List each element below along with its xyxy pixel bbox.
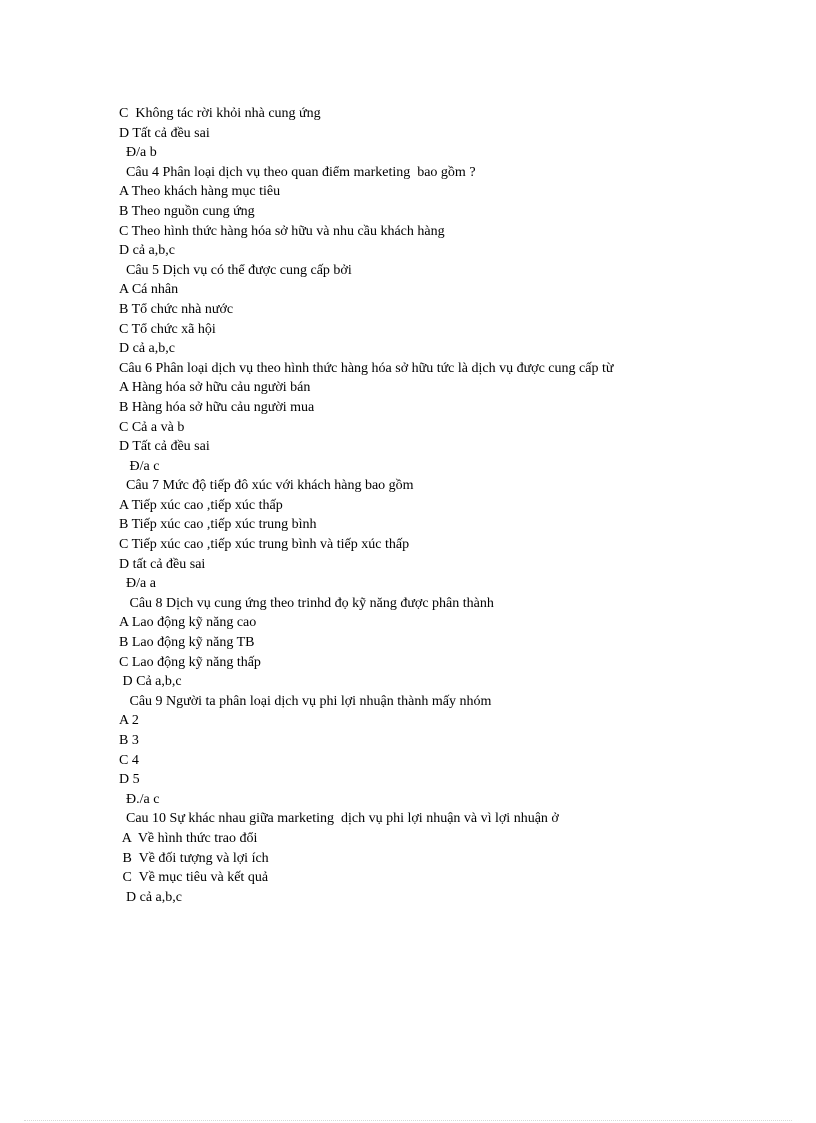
text-line: D cả a,b,c — [119, 243, 175, 259]
text-line: C Tiếp xúc cao ,tiếp xúc trung bình và tiếp xúc thấp — [119, 537, 410, 553]
text-line: Đ./a c — [119, 791, 160, 807]
text-line: C Tổ chức xã hội — [119, 321, 216, 337]
text-line: B Lao động kỹ năng TB — [119, 635, 255, 651]
text-line: Đ/a a — [119, 576, 156, 592]
text-line: C Về mục tiêu và kết quả — [119, 870, 269, 886]
page-bottom-divider — [24, 1120, 792, 1121]
text-line: C Cả a và b — [119, 419, 185, 435]
text-line: C Theo hình thức hàng hóa sở hữu và nhu cầu khách hàng — [119, 223, 445, 239]
text-line: Câu 7 Mức độ tiếp đô xúc với khách hàng bao gồm — [119, 478, 414, 494]
text-line: A Hàng hóa sở hữu cảu người bán — [119, 380, 311, 396]
text-line: Câu 6 Phân loại dịch vụ theo hình thức hàng hóa sở hữu tức là dịch vụ được cung cấp từ — [119, 360, 614, 376]
text-line: Đ/a c — [119, 458, 160, 474]
text-line: B Theo nguồn cung ứng — [119, 203, 255, 219]
text-line: B 3 — [119, 733, 139, 748]
text-line: B Tiếp xúc cao ,tiếp xúc trung bình — [119, 517, 317, 533]
text-line: B Về đối tượng và lợi ích — [119, 850, 269, 866]
text-line: D cả a,b,c — [119, 341, 175, 357]
text-line: C 4 — [119, 752, 139, 768]
text-line: A Cá nhân — [119, 282, 179, 298]
text-line: D Cả a,b,c — [119, 674, 182, 690]
text-line: D Tất cả đều sai — [119, 439, 210, 455]
text-line: D cả a,b,c — [119, 889, 182, 905]
text-line: C Lao động kỹ năng thấp — [119, 654, 261, 670]
text-line: C Không tác rời khỏi nhà cung ứng — [119, 106, 321, 121]
text-line: A 2 — [119, 713, 139, 729]
text-line: A Về hình thức trao đổi — [119, 830, 258, 846]
text-line: Câu 9 Người ta phân loại dịch vụ phi lợi nhuận thành mấy nhóm — [119, 693, 492, 709]
text-line: Câu 8 Dịch vụ cung ứng theo trinhd đọ kỹ năng được phân thành — [119, 595, 494, 611]
text-line: Đ/a b — [119, 145, 157, 161]
text-line: A Theo khách hàng mục tiêu — [119, 184, 281, 200]
document-text — [119, 104, 699, 907]
text-line: B Hàng hóa sở hữu cảu người mua — [119, 399, 315, 415]
text-line: D Tất cả đều sai — [119, 125, 210, 141]
text-line: A Tiếp xúc cao ,tiếp xúc thấp — [119, 497, 283, 513]
text-line: D 5 — [119, 772, 140, 788]
text-line: Câu 4 Phân loại dịch vụ theo quan điểm marketing bao gồm ? — [119, 164, 476, 180]
text-line: B Tổ chức nhà nước — [119, 301, 234, 317]
text-line: Câu 5 Dịch vụ có thể được cung cấp bởi — [119, 262, 352, 278]
text-line: Cau 10 Sự khác nhau giữa marketing dịch vụ phi lợi nhuận và vì lợi nhuận ở — [119, 811, 559, 827]
text-line: A Lao động kỹ năng cao — [119, 615, 257, 631]
text-line: D tất cả đều sai — [119, 556, 206, 572]
